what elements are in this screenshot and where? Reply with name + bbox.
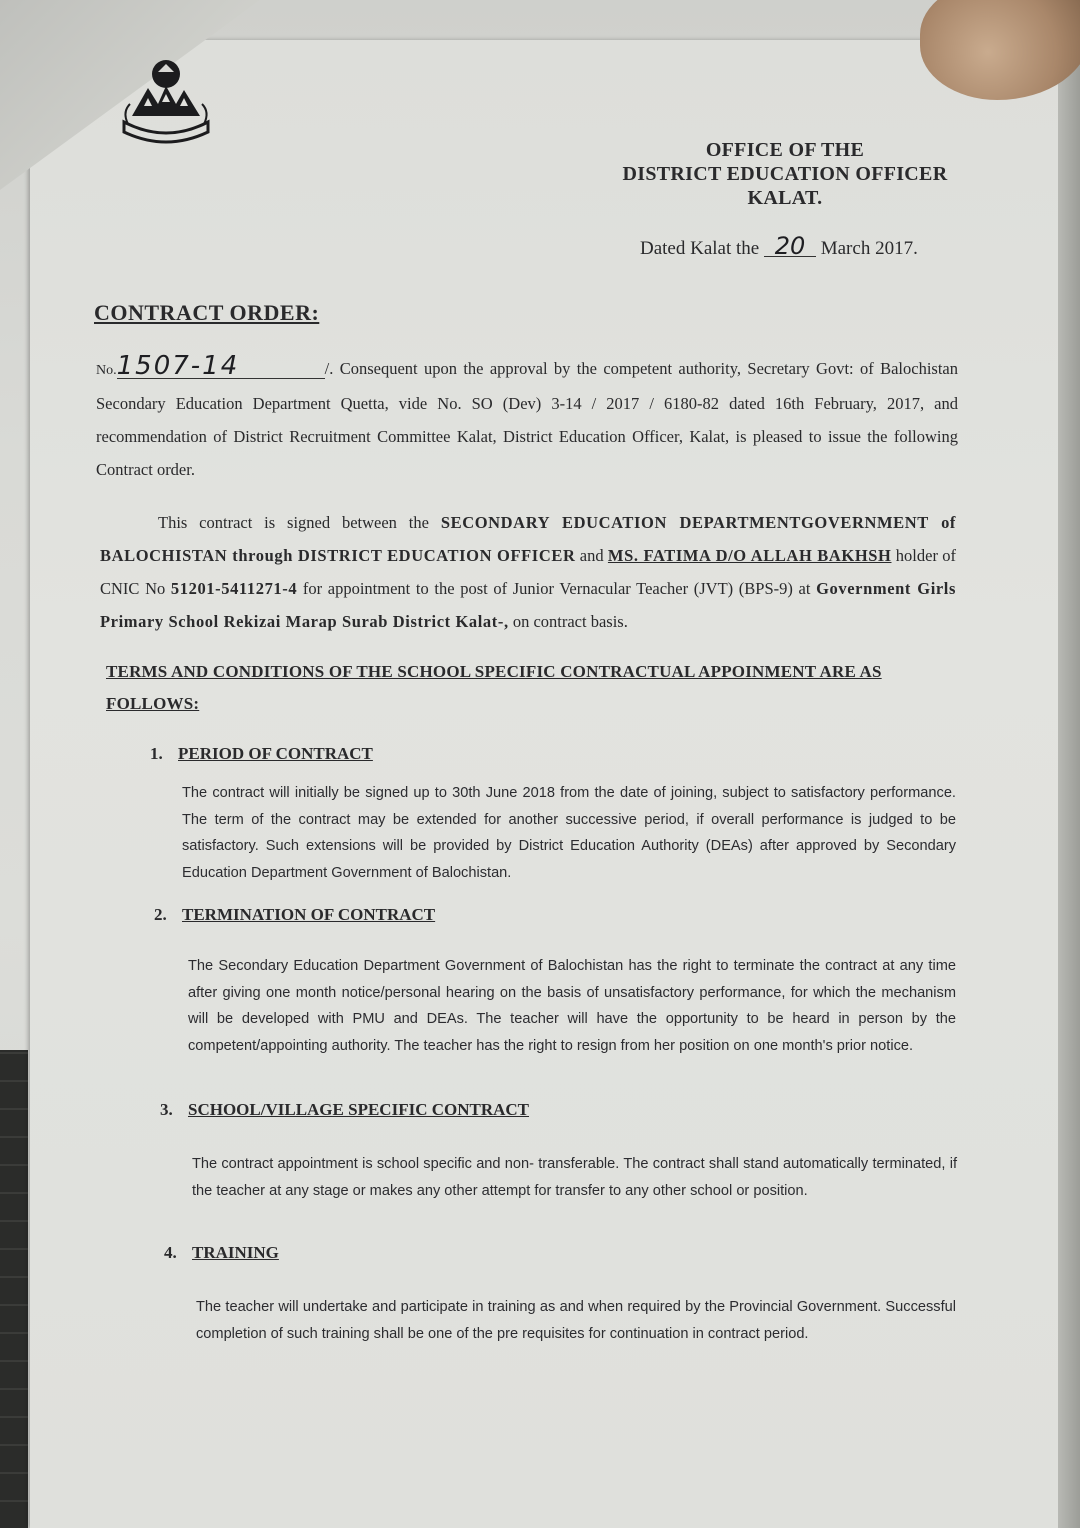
section-3-label: SCHOOL/VILLAGE SPECIFIC CONTRACT <box>188 1100 530 1119</box>
section-3-body: The contract appointment is school specific and non- transferable. The contract shall stand automatically terminated, if the teacher at any stage or makes any other attempt for transfer to any other school or position. <box>192 1156 957 1199</box>
section-2-number: 2. <box>154 905 167 924</box>
office-line-3: KALAT. <box>747 187 823 209</box>
thumb <box>920 0 1080 100</box>
section-2-title <box>154 905 435 925</box>
section-1-label: PERIOD OF CONTRACT <box>178 744 373 763</box>
office-header <box>600 138 970 210</box>
para2-cnic: 51201-5411271-4 <box>170 579 298 598</box>
section-3-title <box>160 1100 529 1120</box>
order-paragraph-1-text: /. Consequent upon the approval by the competent authority, Secretary Govt: of Balochistan Secondary Education Department Quetta, vide No. SO (Dev) 3-14 / 2017 / 6180-82 dated 16th February, 2017, and recommendation of District Recruitment Committee Kalat, District Education Officer, Kalat, is pleased to issue the following Contract order. <box>96 359 958 479</box>
section-4-title <box>164 1243 279 1263</box>
balochistan-emblem-icon <box>118 52 214 152</box>
section-4-number: 4. <box>164 1243 177 1262</box>
section-4-label: TRAINING <box>192 1243 279 1262</box>
order-paragraph-2 <box>100 506 956 638</box>
para2-part-f: for appointment to the post of Junior Vernacular Teacher (JVT) (BPS-9) at <box>302 579 811 598</box>
order-no-label: No. <box>96 363 117 378</box>
paper-edge <box>1058 0 1080 1528</box>
para2-appointee-name: MS. FATIMA D/O ALLAH BAKHSH <box>607 546 892 565</box>
section-1-body: The contract will initially be signed up to 30th June 2018 from the date of joining, subject to satisfactory performance. The term of the contract may be extended for another successive period, if overall performance is judged to be satisfactory. Such extensions will be provided by District Education Authority (DEAs) after approved by Secondary Education Department Government of Balochistan. <box>182 785 956 881</box>
para2-part-g: on contract basis. <box>512 612 628 631</box>
para2-part-e: holder of CNIC No <box>100 546 957 598</box>
order-no-handwritten: 1507-14 <box>117 354 325 379</box>
office-line-1: OFFICE OF THE <box>705 139 865 161</box>
contract-order-title: CONTRACT ORDER: <box>94 300 320 325</box>
dated-day-handwritten: 20 <box>764 236 816 257</box>
section-1-number: 1. <box>150 744 163 763</box>
para2-department: SECONDARY EDUCATION DEPARTMENTGOVERNMENT of BALOCHISTAN through DISTRICT EDUCATION OFFICER <box>100 513 957 565</box>
order-paragraph-1 <box>96 352 958 486</box>
dated-prefix: Dated Kalat the <box>640 238 760 259</box>
office-line-2: DISTRICT EDUCATION OFFICER <box>622 163 948 185</box>
section-3-number: 3. <box>160 1100 173 1119</box>
terms-heading: TERMS AND CONDITIONS OF THE SCHOOL SPECIFIC CONTRACTUAL APPOINMENT ARE AS FOLLOWS: <box>106 662 882 713</box>
section-2-label: TERMINATION OF CONTRACT <box>182 905 436 924</box>
para2-part-c: and <box>579 546 604 565</box>
section-4-body: The teacher will undertake and participate in training as and when required by the Provincial Government. Successful completion of such training shall be one of the pre requisites for continuation in contract period. <box>196 1299 956 1342</box>
dated-line <box>640 232 918 260</box>
para2-part-a: This contract is signed between the <box>158 513 429 532</box>
dated-suffix: March 2017. <box>820 238 918 259</box>
para2-school: Government Girls Primary School Rekizai Marap Surab District Kalat-, <box>100 579 957 631</box>
section-1-title <box>150 744 373 764</box>
section-2-body: The Secondary Education Department Government of Balochistan has the right to terminate the contract at any time after giving one month notice/personal hearing on the basis of unsatisfactory performance, for which the mechanism will be developed with PMU and DEAs. The teacher will have the opportunity to be heard in person by the competent/appointing authority. The teacher has the right to resign from her position on one month's prior notice. <box>188 958 956 1054</box>
background-surface <box>0 1050 28 1528</box>
